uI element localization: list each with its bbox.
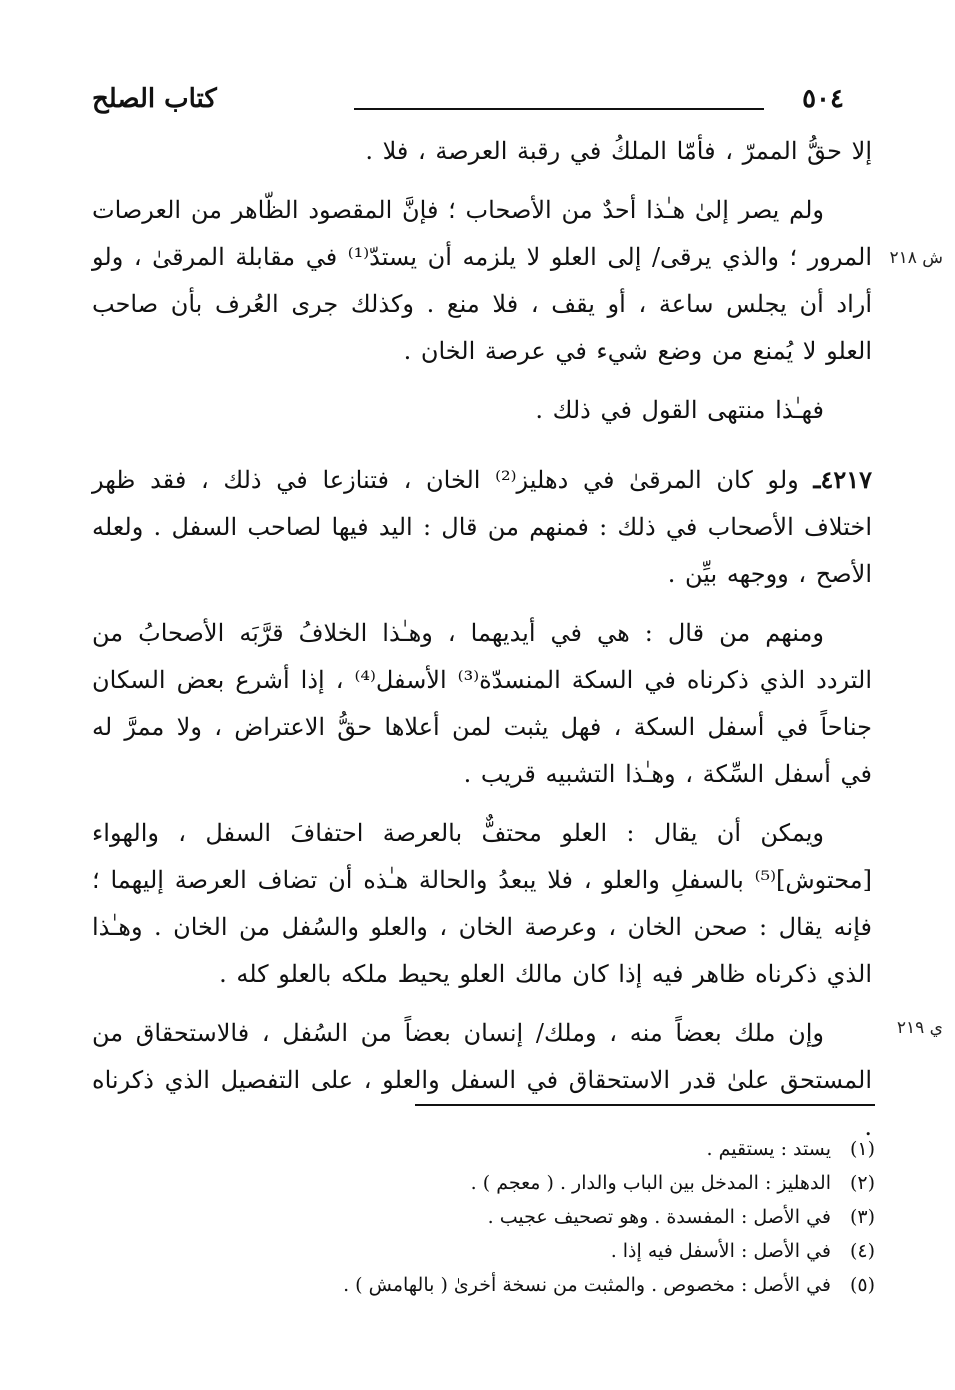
margin-reference-2: ي ٢١٩ [896,1018,943,1038]
footnote-number: (١) [849,1138,875,1160]
footnote [255,1132,875,1166]
running-title: كتاب الصلح [92,84,217,114]
footnote [255,1234,875,1268]
footnote-text: في الأصل : مخصوص . والمثبت من نسخة أخرىٰ ( بالهامش ) . [343,1274,831,1296]
issue-number: ٤٢١٧ـ [813,465,873,494]
paragraph-4 [92,456,872,598]
footnote-number: (٥) [849,1274,875,1296]
page-header [92,84,872,124]
margin-reference-1: ش ٢١٨ [889,248,943,268]
paragraph-4-text: ولو كان المرقىٰ في دهليز⁽²⁾ الخان ، فتنازعا في ذلك ، فقد ظهر اختلاف الأصحاب في ذلك : فمنهم من قال : اليد فيها لصاحب السفل . ولعله الأصح ، ووجهه بيِّن . [92,466,872,588]
footnote-separator [415,1104,875,1106]
footnote-text: في الأصل : الأسفل فيه إذا . [610,1240,831,1262]
paragraph-3: فهـٰذا منتهى القول في ذلك . [535,396,824,424]
paragraph-5: ومنهم من قال : هي في أيديهما ، وهـٰذا الخلافُ قرَّبَه الأصحابُ من التردد الذي ذكرناه في السكة المنسدّة⁽³⁾ الأسفل⁽⁴⁾ ، إذا أشرع بعض السكان جناحاً في أسفل السكة ، فهل يثبت لمن أعلاها حقُّ الاعتراض ، ولا ممرَّ له في أسفل السِّكة ، وهـٰذا التشبيه قريب . [92,619,872,788]
footnote-text: يستد : يستقيم . [706,1138,831,1160]
paragraph-7: وإن ملك بعضاً منه ، وملك/ إنسان بعضاً من السُفل ، فالاستحقاق من المستحق علىٰ قدر الاستحقاق في السفل والعلو ، على التفصيل الذي ذكرناه . [92,1019,872,1141]
main-text [92,128,872,1151]
paragraph-2: ولم يصر إلىٰ هـٰذا أحدٌ من الأصحاب ؛ فإنَّ المقصود الظّاهر من العرصات المرور ؛ والذي يرقى/ إلى العلو لا يلزمه أن يستدّ⁽¹⁾ في مقابلة المرقىٰ ، ولو أراد أن يجلس ساعة ، أو يقف ، فلا منع . وكذلك جرى العُرف بأن صاحب العلو لا يُمنع من وضع شيء في عرصة الخان . [92,196,872,365]
header-rule [354,108,764,110]
footnote [255,1268,875,1302]
page-number: ٥٠٤ [802,84,844,114]
footnote [255,1200,875,1234]
footnote-text: الدهليز : المدخل بين الباب والدار . ( معجم ) . [470,1172,831,1194]
paragraph-1: إلا حقُّ الممرّ ، فأمّا الملكُ في رقبة العرصة ، فلا . [365,137,872,165]
footnote-text: في الأصل : المفسدة . وهو تصحيف عجيب . [487,1206,831,1228]
footnote [255,1166,875,1200]
footnotes [255,1132,875,1302]
paragraph-6: ويمكن أن يقال : العلو محتفٌّ بالعرصة احتفافَ السفل ، والهواء [محتوش]⁽⁵⁾ بالسفلِ والعلو ، فلا يبعدُ والحالة هـٰذه أن تضاف العرصة إليهما ؛ فإنه يقال : صحن الخان ، وعرصة الخان ، والعلو والسُفل من الخان . وهـٰذا الذي ذكرناه ظاهر فيه إذا كان مالك العلو يحيط ملكه بالعلو كله . [92,819,873,988]
footnote-number: (٢) [849,1172,875,1194]
footnote-number: (٤) [849,1240,875,1262]
footnote-number: (٣) [849,1206,875,1228]
